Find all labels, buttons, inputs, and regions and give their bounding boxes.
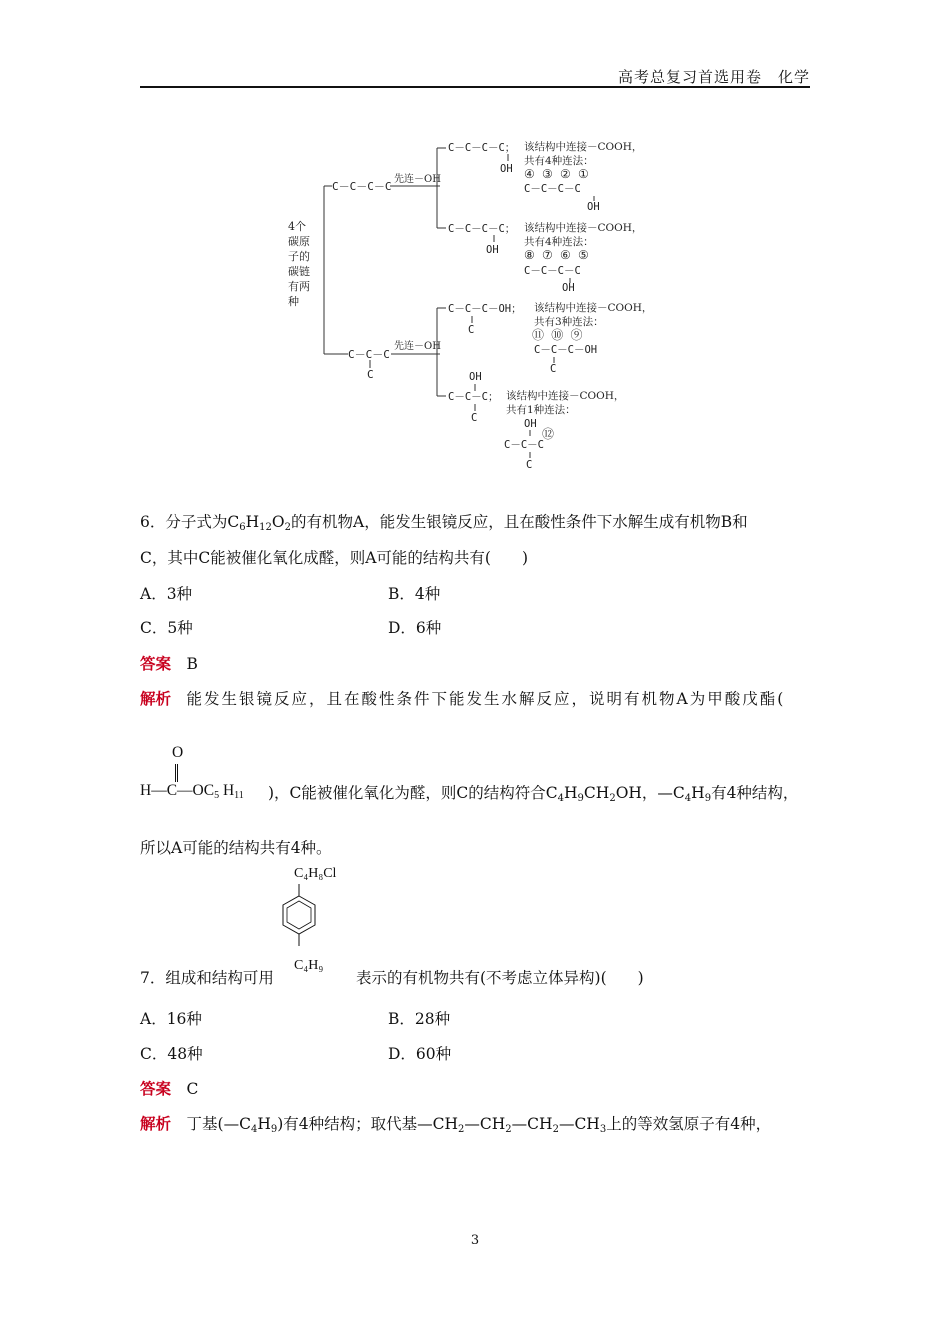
q6-analysis-line3: 所以A可能的结构共有4种。 (140, 839, 332, 857)
q6-line2: C，其中C能被催化氧化成醛，则A可能的结构共有( ) (140, 549, 529, 567)
q6-option-d: D．6种 (388, 619, 442, 637)
q7-answer: 答案 C (140, 1079, 199, 1098)
q6-answer: 答案 B (140, 654, 198, 673)
q6-line1: 6．分子式为$C_6H_{12}O_2$的有机物A，能发生银镜反应，且在酸性条件下水解生成有机物B和 (140, 513, 748, 533)
svg-text:该结构中连接－COOH，: 该结构中连接－COOH， (524, 141, 643, 153)
svg-text:碳原: 碳原 (288, 235, 310, 248)
q7-line1b: 表示的有机物共有(不考虑立体异构)( ) (356, 969, 644, 987)
carbon-chain-tree-diagram (280, 130, 700, 480)
svg-text:C－C－C－C；: C－C－C－C； (448, 223, 516, 235)
svg-text:⑪ ⑩ ⑨: ⑪ ⑩ ⑨ (532, 328, 583, 342)
svg-text:碳链: 碳链 (288, 265, 310, 278)
svg-text:C－C－C－OH: C－C－C－OH (534, 344, 598, 356)
svg-text:C－C－C－C: C－C－C－C (524, 265, 581, 277)
svg-text:种: 种 (288, 295, 299, 308)
svg-text:C: C (468, 324, 475, 336)
q6-option-a: A．3种 (140, 585, 193, 603)
header-title: 高考总复习首选用卷 化学 (617, 68, 810, 86)
header-rule (140, 86, 810, 88)
svg-text:C: C (550, 363, 557, 375)
first-connect-oh-2: 先连－OH (394, 341, 441, 352)
svg-text:该结构中连接－COOH，: 该结构中连接－COOH， (524, 222, 643, 234)
svg-text:C－C－C－C: C－C－C－C (524, 183, 581, 195)
q7-option-c: C．48种 (140, 1045, 203, 1063)
svg-text:OH: OH (562, 282, 575, 294)
svg-text:C: C (471, 412, 478, 424)
svg-text:C－C－C: C－C－C (504, 439, 544, 451)
q6-analysis-line2: )，C能被催化氧化为醛，则C的结构符合$C_4H_9CH_2OH$，$—C_4H_9$有4种结构， (268, 784, 799, 804)
q7-option-b: B．28种 (388, 1010, 451, 1028)
branch-4 (448, 371, 624, 471)
svg-text:有两: 有两 (288, 280, 310, 293)
root-label (288, 220, 310, 308)
first-connect-oh-1: 先连－OH (394, 174, 441, 185)
branch-2 (448, 221, 642, 294)
q7-option-d: D．60种 (388, 1045, 452, 1063)
chain-branched: C－C－C (348, 348, 390, 361)
svg-text:OH: OH (500, 163, 513, 175)
benzene-ring-icon (282, 884, 332, 954)
svg-text:OH: OH (486, 244, 499, 256)
branched-methyl: C (367, 368, 374, 381)
branch-3 (448, 301, 652, 375)
chain-straight: C－C－C－C (332, 180, 392, 193)
svg-text:共有4种连法：: 共有4种连法： (524, 155, 594, 167)
svg-text:4个: 4个 (288, 220, 306, 233)
svg-text:该结构中连接－COOH，: 该结构中连接－COOH， (534, 302, 653, 314)
svg-text:C: C (526, 459, 533, 471)
svg-text:C－C－C－C；: C－C－C－C； (448, 142, 516, 154)
q7-line1: 7．组成和结构可用 (140, 969, 274, 987)
q7-option-a: A．16种 (140, 1010, 202, 1028)
svg-text:共有1种连法：: 共有1种连法： (506, 404, 576, 416)
svg-text:C－C－C；: C－C－C； (448, 391, 499, 403)
svg-text:该结构中连接－COOH，: 该结构中连接－COOH， (506, 390, 625, 402)
branch-1 (448, 140, 642, 213)
svg-text:⑫: ⑫ (542, 427, 555, 441)
q7-analysis: 解析 丁基$(—C_4H_9)$有4种结构；取代基$—CH_2—CH_2—CH_2—CH_3$上的等效氢原子有4种， (140, 1114, 772, 1135)
svg-text:OH: OH (587, 201, 600, 213)
svg-text:④ ③ ② ①: ④ ③ ② ① (524, 167, 589, 181)
svg-text:C－C－C－OH；: C－C－C－OH； (448, 303, 522, 315)
q6-option-b: B．4种 (388, 585, 441, 603)
q6-option-c: C．5种 (140, 619, 193, 637)
benzene-structure: C₄H₈Cl C₄H₉ (282, 862, 362, 982)
svg-text:共有4种连法：: 共有4种连法： (524, 236, 594, 248)
svg-text:OH: OH (469, 371, 482, 383)
svg-text:子的: 子的 (288, 250, 310, 263)
svg-text:共有3种连法：: 共有3种连法： (534, 316, 604, 328)
q6-analysis-line1: 解析 能发生银镜反应，且在酸性条件下能发生水解反应，说明有机物A为甲酸戊酯( (140, 689, 786, 708)
page-number: 3 (470, 1233, 480, 1248)
svg-text:OH: OH (524, 418, 537, 430)
svg-text:⑧ ⑦ ⑥ ⑤: ⑧ ⑦ ⑥ ⑤ (524, 248, 589, 262)
